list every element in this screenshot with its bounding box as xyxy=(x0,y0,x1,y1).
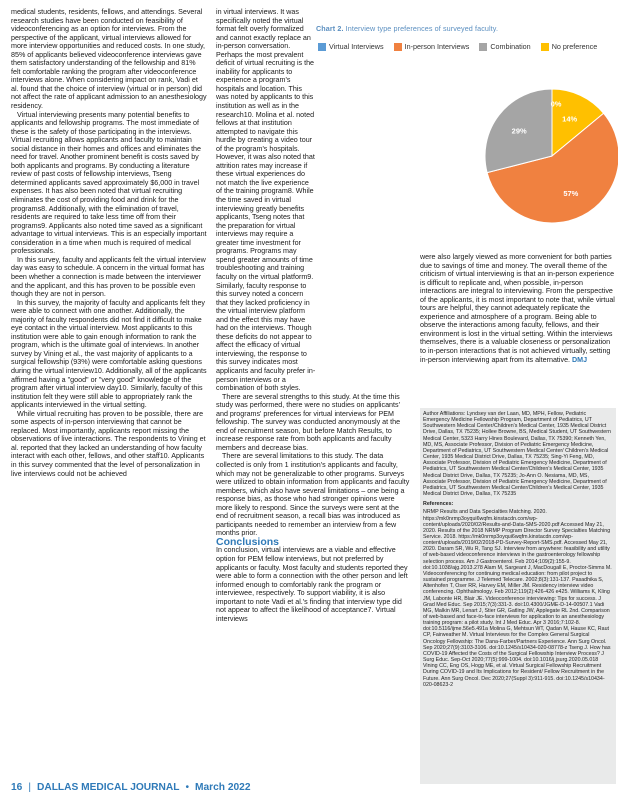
legend-label: In-person Interviews xyxy=(404,42,470,51)
legend-label: No preference xyxy=(551,42,598,51)
pie-data-label: 0% xyxy=(550,99,562,109)
pie-chart xyxy=(316,26,618,252)
footer-bullet: • xyxy=(185,782,190,793)
body-paragraph xyxy=(420,253,618,364)
legend-label: Virtual Interviews xyxy=(329,42,384,51)
issue-date: March 2022 xyxy=(195,782,251,793)
page-number: 16 xyxy=(11,782,23,793)
pie-data-label: 57% xyxy=(563,189,579,199)
column-1 xyxy=(11,8,207,478)
column-3 xyxy=(420,253,618,364)
dmj-signoff: DMJ xyxy=(572,355,588,364)
body-paragraph: In this survey, the majority of faculty and applicants felt they were able to connect with one another. Additionally, the majority of faculty respondents did not find it difficult to make eye contact in the virtual interview. Most applicants to this institution were able to gain enough information to rank the program, which is the ultimate goal of interviews. In another survey by Vining et al., the vast majority of applicants to a surgical fellowship (93%) were comfortable asking questions during the virtual interview10. Additionally, all of the applicants affirmed having a "good" or "very good" knowledge of the program after virtual interview day10. Similarly, faculty of this institution felt they were still able to appropriately rank the applicants interviewed in the virtual setting. xyxy=(11,298,207,410)
conclusions-paragraph: In conclusion, virtual interviews are a viable and effective option for PEM fellow interviews, but not preferred by applicants or faculty. Most faculty and students reported they were able to form a connection with the other person and left informed enough to comfortably rank the program or interviewee, respectively. To support viability, it is also important to note Vadi et al.'s finding that interview type did not appear to affect the likelihood of acceptance7. Virtual interviews xyxy=(216,546,408,623)
chart-caption-label: Chart 2. xyxy=(316,24,344,33)
chart-caption-text: Interview type preferences of surveyed faculty. xyxy=(343,24,499,33)
page-footer xyxy=(11,782,251,793)
pie-data-label: 29% xyxy=(511,126,527,136)
body-paragraph: medical students, residents, fellows, and attendings. Several research studies have been conducted on feasibility of videoconferencing as an option for interviews. From the perspective of the applicant, virtual interviews allowed for more interview opportunities and reduced costs. In one study, 85% of applicants believed videoconference interviews gave them satisfactory understanding of the fellowship and 81% felt comfortable ranking the program after videoconference interviews alone. When considering impact on rank, Vadi et al. found that the choice of interview (virtual or in person) did not affect the rate of applicant admission to an anesthesiology residency. xyxy=(11,8,207,111)
body-paragraph: Virtual interviewing presents many potential benefits to applicants and fellowship programs. The most immediate of these is the safety of those participating in the interviews. Virtual recruiting allows applicants and faculty to maintain social distance in their homes and offices and eliminates the need for travel. Another prominent benefit is costs saved by both applicants and programs. By conducting a literature review of past costs of fellowship interviews, Tseng determined applicants saved approximately $6,000 in travel expenses. It has also been noted that virtual recruiting eliminates the cost of providing food and drink for the programs8. Additionally, with the elimination of travel, residents are required to take less time off from their programs9. Applicants also noted time saved as a significant advantage to virtual interviews. This is an especially important consideration in a time when much is required of medical professionals. xyxy=(11,110,207,256)
closing-paragraph-text: were also largely viewed as more convenient for both parties due to savings of time and money. The overall theme of the criticism of virtual interviewing is that an in-person experience is difficult to replicate and, when possible, in-person interactions are integral to interviewing. From the perspective of the applicants, it is most important to note that, while virtual tours are helpful, they cannot adequately replicate the experience and atmosphere of a program. Being able to observe the interactions among faculty, fellows, and their environment is lost in the virtual setting. Within the interviews themselves, there is a valuable closeness or personalization to in-person interactions that is not achieved virtually, setting in-person interviewing apart from its alternative. xyxy=(420,253,615,364)
author-affiliations: Author Affiliations: Lyndsey van der Laan, MD, MPH, Fellow, Pediatric Emergency Medicine Fellowship Program, Department of Pediatrics, UT Southwestern Medical Center/Children's Medical Center, 1935 Medical District Drive, Dallas, TX 75235; Hollee Browne, BS, Medical Student, UT Southwestern Medical Center, 5323 Harry Hines Boulevard, Dallas, TX 75390; Kenneth Yen, MD, MS, Associate Professor, Division of Pediatric Emergency Medicine, Department of Pediatrics, UT Southwestern Medical Center/ Children's Medical Center, 1935 Medical District Drive, Dallas, TX 75235; Sing-Yi Feng, MD, Associate Professor, Division of Pediatric Emergency Medicine, Department of Pediatrics, UT Southwestern Medical Center/Children's Medical Center, 1935 Medical District Drive, Dallas, TX 75235; Jo-Ann O. Nesiama, MD, MS, Associate Professor, Division of Pediatric Emergency Medicine, Department of Pediatrics, UT Southwestern Medical Center/Children's Medical Center, 1935 Medical District Drive, Dallas, TX 75235 xyxy=(423,411,611,498)
references-list: NRMP Results and Data Specialties Matching. 2020. https://mk0nrmp3oyqui6wqfm.kinstacdn.com/wp-content/uploads/2020/02/Results-and-Data-SMS-2020.pdf Accessed May 21, 2020. Results of the 2018 NRMP Program Director Survey Specialties Matching Service. 2018. https://mk0nrmp3oyqui6wqfm.kinstacdn.com/wp-content/uploads/2019/02/2018-PD-Survey-Report-SMS.pdf. Accessed May 21, 2020. Daram SR, Wu R, Tang SJ. Interview from anywhere: feasibility and utility of web-based videoconference interviews in the gastroenterology fellowship selection process. Am J Gastroenterol. Feb 2014;109(2):155-9. doi:10.1038/ajg.2013.278 Alam M, Sargeant J, MacDougall E, Proctor-Simms M. Videoconferencing for continuing medical education: from pilot project to sustained programme. J Telemed Telecare. 2002;8(3):131-137. Pasadhika S, Altenhofen T, Oser RR, Harvey EM, Miller JM. Residency interview video conferencing. Ophthalmology. Feb 2012;119(2):426-426 e425. Williams K, Kling JM, Labonte HR, Blair JE. Videoconference interviewing: Tips for success. J Grad Med Educ. Sep 2015;7(3):331-3. doi:10.4300/JGME-D-14-00507.1 Vadi MG, Malkin MR, Lenart J, Stier GR, Gatling JW, Applegate RL 2nd. Comparison of web-based and face-to-face interviews for application to an anesthesiology training program: a pilot study. Int J Med Educ. Apr 3 2016;7:102-8. doi:10.5116/ijme.56e5.491a Molina G, Mehtsun WT, Qadan M, Hause KC, Raut CP, Fairweather M. Virtual Interviews for the Complex General Surgical Oncology Fellowship: The Dana-Farber/Partners Experience. Ann Surg Oncol. Sep 2020;27(9):3103-3106. doi:10.1245/s10434-020-08778-z Tseng J. How has COVID-19 Affected the Costs of the Surgical Fellowship Interview Process? J Surg Educ. Sep-Oct 2020;77(5):999-1004. doi:10.1016/j.jsurg.2020.05.018 Vining CC, Eng OS, Hogg ME, et al. Virtual Surgical Fellowship Recruitment During COVID-19 and Its Implications for Resident/ Fellow Recruitment in the Future. Ann Surg Oncol. Dec 2020;27(Suppl 3):911-915. doi:10.1245/s10434-020-08623-2 xyxy=(423,509,612,688)
body-paragraph: There are several limitations to this study. The data collected is only from 1 institution's applicants and faculty, which may not be generalizable to other programs. Surveys were utilized to obtain information from applicants and faculty members, which also have several limitations – one being a response bias, as those who had stronger opinions were more likely to respond. Since the surveys were sent at the end of recruitment season, a recall bias was introduced as participants needed to remember an interview from a few months prior. xyxy=(216,452,410,538)
references-heading: References: xyxy=(423,501,454,508)
journal-name: DALLAS MEDICAL JOURNAL xyxy=(37,782,180,793)
body-paragraph-wrapped: in virtual interviews. It was specifically noted the virtual format felt overly formalized and cannot exactly replace an in-person conversation. Perhaps the most prevalent deficit of virtual recruiting is the inability for applicants to experience a program's hospitals and location. This was noted by applicants to this institution as well as in the research10. Molina et al. noted fellows at that institution attempted to navigate this hurdle by creating a video tour of the program's hospitals. However, it was also noted that attrition rates may increase if these virtual experiences do not match the live experience of the training program8. While the time saved in virtual interviewing greatly benefits applicants, Tseng notes that the preparation for virtual interviews may require a greater time investment for programs. Programs may spend greater amounts of time troubleshooting and training faculty on the virtual platform9. Similarly, faculty response to this survey noted a concern that they lacked proficiency in the virtual interview platform and the effect this may have had on the interviews. Though these deficits do not appear to affect the efficacy of virtual interviewing, the response to this survey indicates most applicants and faculty prefer in-person interviews or a combination of both styles. xyxy=(216,8,316,393)
pie-data-label: 14% xyxy=(562,114,578,124)
body-paragraph: There are several strengths to this study. At the time this study was performed, there were no studies on applicants' and programs' preferences for virtual interviews for PEM fellowship. The survey was conducted anonymously at the end of recruitment season, but before Match Results, to increase response rate from both applicants and faculty members and decrease bias. xyxy=(216,392,401,452)
legend-label: Combination xyxy=(490,42,531,51)
reference-box xyxy=(420,408,616,784)
conclusions-heading: Conclusions xyxy=(216,535,280,548)
body-paragraph: While virtual recruiting has proven to be possible, there are some aspects of in-person interviewing that cannot be replaced. Most importantly, applicants report missing the observations of live interactions. The respondents to Vining et al. reported that they lacked an understanding of how faculty interact with each other, fellows, and other staff10. Applicants in this survey commented that the level of personalization in live interviews could not be achieved xyxy=(11,409,206,478)
body-paragraph: In this survey, faculty and applicants felt the virtual interview day was easy to schedule. A concern in the virtual format has been whether a connection is made between the interviewer and the applicant, and this has proven to be possible even though they are not in person. xyxy=(11,255,206,299)
footer-separator: | xyxy=(28,782,31,793)
